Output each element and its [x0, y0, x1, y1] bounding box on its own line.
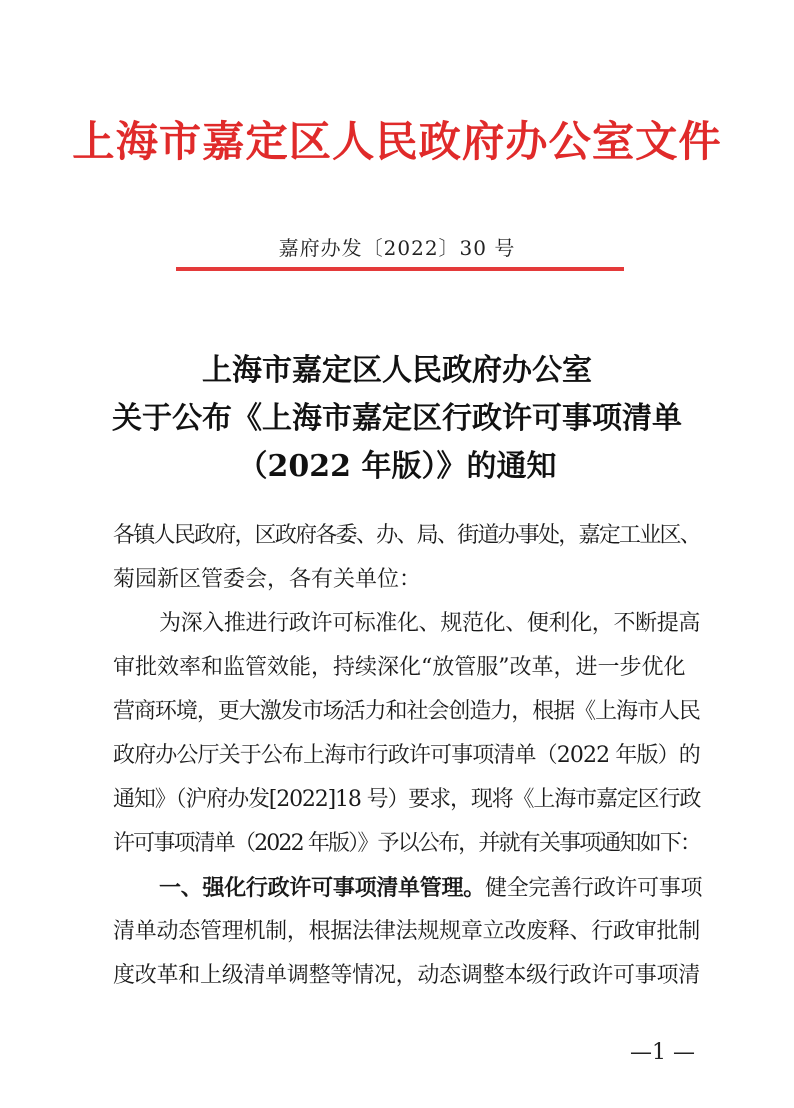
page-number: —1 — — [630, 1040, 695, 1065]
paragraph-1-line-6: 许可事项清单（2022 年版）》予以公布，并就有关事项通知如下： — [113, 831, 701, 856]
paragraph-1-line-3: 营商环境，更大激发市场活力和社会创造力，根据《上海市人民 — [113, 699, 700, 724]
paragraph-2-line-1-rest: 健全完善行政许可事项 — [484, 876, 703, 901]
paragraph-1-line-4: 政府办公厅关于公布上海市行政许可事项清单（2022 年版）的 — [113, 743, 700, 768]
addressee-line-1: 各镇人民政府，区政府各委、办、局、街道办事处，嘉定工业区、 — [113, 523, 700, 548]
addressee-line-2: 菊园新区管委会，各有关单位： — [113, 567, 422, 592]
notice-title-line-3: （2022 年版）》的通知 — [237, 449, 557, 484]
paragraph-1-line-1: 为深入推进行政许可标准化、规范化、便利化，不断提高 — [159, 611, 701, 636]
paragraph-2-line-1 — [159, 875, 702, 902]
paragraph-1-line-2: 审批效率和监管效能，持续深化“放管服”改革，进一步优化 — [113, 655, 686, 680]
document-number: 嘉府办发〔2022〕30 号 — [278, 236, 516, 260]
red-separator-rule — [176, 267, 624, 271]
paragraph-1-line-5: 通知》（沪府办发[2022]18 号）要求，现将《上海市嘉定区行政 — [113, 787, 701, 812]
paragraph-2-line-3: 度改革和上级清单调整等情况，动态调整本级行政许可事项清 — [113, 963, 700, 988]
notice-title-line-2: 关于公布《上海市嘉定区行政许可事项清单 — [112, 401, 682, 436]
paragraph-2-line-2: 清单动态管理机制，根据法律法规规章立改废释、行政审批制 — [113, 919, 700, 944]
notice-title-line-1: 上海市嘉定区人民政府办公室 — [202, 353, 592, 388]
section-heading-1: 一、强化行政许可事项清单管理。 — [159, 875, 485, 901]
masthead-title: 上海市嘉定区人民政府办公室文件 — [72, 116, 722, 166]
